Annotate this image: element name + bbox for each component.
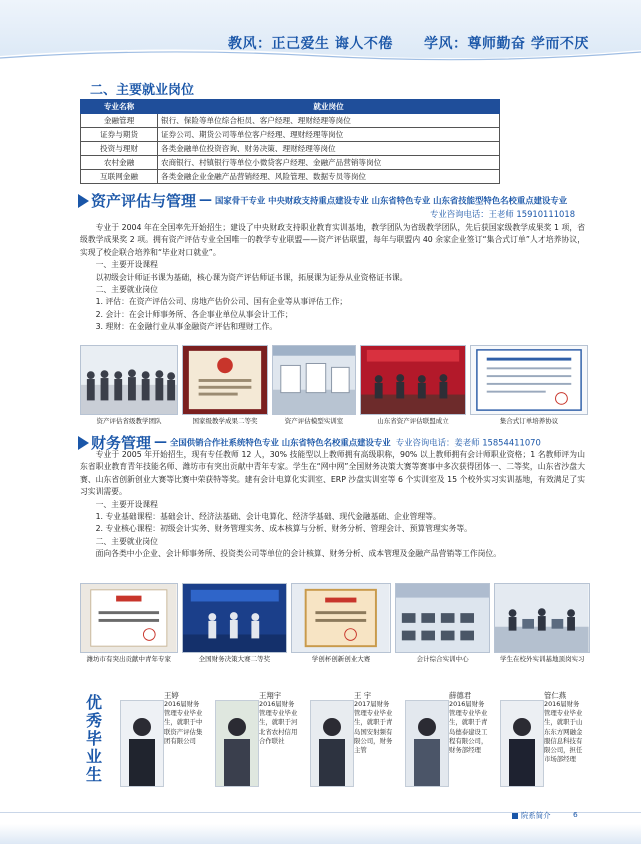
graduate-name: 王 宇 <box>354 691 372 700</box>
finance-photo-strip <box>80 583 590 665</box>
agreement-photo <box>470 345 588 415</box>
photo-card <box>80 583 178 665</box>
footer-band <box>0 824 641 844</box>
heading-char: 秀 <box>85 711 102 730</box>
major-cell: 金融管理 <box>81 114 158 128</box>
photo-caption: 资产评估省级教学团队 <box>96 417 162 425</box>
table-header-row <box>81 100 500 114</box>
graduate-photo <box>500 700 544 787</box>
graduate-name: 王婷 <box>164 691 179 700</box>
photo-card <box>470 345 588 427</box>
alliance-photo <box>360 345 466 415</box>
finance-course-item: 1. 专业基础课程：基础会计、经济法基础、会计电算化、经济学基础、现代金融基础、企业管理等。 <box>95 512 441 522</box>
photo-card <box>182 345 268 427</box>
table-header-major: 专业名称 <box>81 100 158 114</box>
heading-char: 毕 <box>85 729 102 748</box>
asset-description <box>80 222 585 334</box>
finance-jobs: 面向各类中小企业、会计师事务所、投资类公司等单位的会计核算、财务分析、成本管理及金融产品营销等工作岗位。 <box>95 549 502 559</box>
certificate-photo <box>182 345 268 415</box>
footer-label <box>512 810 551 821</box>
finance-intro: 专业于 2005 年开始招生，现有专任教师 12 人，30% 技能型以上教师拥有高级职称，90% 以上教师拥有会计师职业资格；1 名教师评为山东省职业教育青年技能名师、潍坊市有突出贡献中青年专家。学生在“网中网”全国财务决策大赛等赛事中多次获得团体一、二等奖，山东省沙盘大赛、山东省创新创业大赛等比赛中荣获特等奖。建有会计电算化实训室、ERP 沙盘实训室等 6 个实训室及 15 个校外实习实训基地，有效满足了实习实训需要。 <box>80 450 585 497</box>
graduate-desc: 2016届财务管理专业毕业生，就职于青岛德泰建设工程有限公司，财务部经理 <box>449 700 488 755</box>
photo-card <box>182 583 288 665</box>
finance-jobs-title: 二、主要就业岗位 <box>95 536 158 546</box>
heading-char: 生 <box>85 765 102 784</box>
asset-photo-strip <box>80 345 590 427</box>
photo-caption: 资产评估模型实训室 <box>284 417 344 425</box>
photo-card <box>80 345 178 427</box>
graduate-desc: 2016届财务管理专业毕业生，就职于中联资产评估集团有限公司 <box>164 700 203 745</box>
jobs-cell: 各类金融单位投资咨询、财务决策、理财经理等岗位 <box>158 142 500 156</box>
photo-card <box>291 583 391 665</box>
graduate-card <box>120 690 208 790</box>
employment-table <box>80 99 500 184</box>
asset-courses-title: 一、主要开设课程 <box>95 260 158 270</box>
square-icon <box>512 813 518 819</box>
table-row <box>81 128 500 142</box>
graduate-desc: 2016届财务管理专业毕业生，就职于山东东方网融金服信息科技有限公司，担任市场部经理 <box>544 700 583 764</box>
graduate-desc: 2017届财务管理专业毕业生，就职于青岛国安射频有限公司，财务主管 <box>354 700 393 755</box>
jobs-cell: 农商银行、村镇银行等单位小微贷客户经理、金融产品营销等岗位 <box>158 156 500 170</box>
graduate-card <box>405 690 493 790</box>
training-center-photo <box>395 583 491 653</box>
photo-card <box>272 345 356 427</box>
asset-major-name: 资产评估与管理 <box>91 192 197 210</box>
major-cell: 投资与理财 <box>81 142 158 156</box>
finance-courses-title: 一、主要开设课程 <box>95 499 158 509</box>
table-row <box>81 156 500 170</box>
graduate-name: 王翔宇 <box>259 691 282 700</box>
major-cell: 证券与期货 <box>81 128 158 142</box>
photo-caption: 全国财务决策大赛二等奖 <box>198 655 271 663</box>
graduates-heading <box>80 694 108 786</box>
graduate-name: 薛德君 <box>449 691 472 700</box>
table-row <box>81 142 500 156</box>
asset-job-item: 2. 会计：在会计师事务所、各企事业单位从事会计工作； <box>95 309 293 319</box>
photo-caption: 会计综合实训中心 <box>416 655 469 663</box>
asset-contact: 专业咨询电话：王老师 15910111018 <box>430 209 576 219</box>
finance-major-name: 财务管理 <box>91 434 152 452</box>
finance-description <box>80 449 585 561</box>
photo-card <box>360 345 466 427</box>
table-row <box>81 114 500 128</box>
dash-separator: — <box>199 193 213 208</box>
photo-caption: 山东省资产评估联盟成立 <box>377 417 449 425</box>
major-cell: 农村金融 <box>81 156 158 170</box>
finance-course-item: 2. 专业核心课程：初级会计实务、财务管理实务、成本核算与分析、财务分析、管理会计、预算管理实务等。 <box>95 524 472 534</box>
training-room-photo <box>272 345 356 415</box>
graduate-photo <box>215 700 259 787</box>
photo-caption: 集合式订单培养协议 <box>499 417 559 425</box>
jobs-cell: 证券公司、期货公司等单位客户经理、理财经理等岗位 <box>158 128 500 142</box>
innovation-award-photo <box>291 583 391 653</box>
finance-major-tags: 全国供销合作社系统特色专业 山东省特色名校重点建设专业 <box>170 437 391 448</box>
asset-courses: 以初级会计师证书课为基础，核心课为资产评估师证书课，拓展课为证券从业资格证书课。 <box>95 272 408 282</box>
footer-text: 院系简介 <box>521 811 551 820</box>
triangle-icon <box>78 194 89 208</box>
expert-certificate-photo <box>80 583 178 653</box>
graduate-photo <box>310 700 354 787</box>
photo-caption: 国家级教学成果二等奖 <box>192 417 258 425</box>
photo-card <box>494 583 590 665</box>
graduate-desc: 2016届财务管理专业毕业生，就职于河北省农村信用合作联社 <box>259 700 298 745</box>
jobs-cell: 银行、保险等单位综合柜员、客户经理、理财经理等岗位 <box>158 114 500 128</box>
section-title: 二、主要就业岗位 <box>90 83 195 98</box>
photo-caption: 学生在校外实训基地顶岗实习 <box>499 655 585 663</box>
graduate-photo <box>120 700 164 787</box>
photo-caption: 潍坊市有突出贡献中青年专家 <box>86 655 172 663</box>
contest-photo <box>182 583 288 653</box>
asset-major-tags: 国家骨干专业 中央财政支持重点建设专业 山东省特色专业 山东省技能型特色名校重点建设专业 <box>215 195 568 206</box>
triangle-icon <box>78 436 89 450</box>
finance-contact: 专业咨询电话：姜老师 15854411070 <box>395 437 541 448</box>
graduate-name: 管仁燕 <box>544 691 567 700</box>
table-row <box>81 170 500 184</box>
graduate-photo <box>405 700 449 787</box>
asset-jobs-title: 二、主要就业岗位 <box>95 285 158 295</box>
graduate-card <box>310 690 398 790</box>
heading-char: 优 <box>85 693 102 712</box>
asset-job-item: 1. 评估：在资产评估公司、房地产估价公司、国有企业等从事评估工作； <box>95 297 348 307</box>
study-motto: 学风：尊师勤奋 学而不厌 <box>424 36 589 52</box>
dash-separator: — <box>154 435 168 450</box>
photo-card <box>395 583 491 665</box>
photo-caption: 学创杯创新创业大赛 <box>311 655 371 663</box>
team-photo <box>80 345 178 415</box>
graduate-card <box>215 690 303 790</box>
heading-char: 业 <box>85 747 102 766</box>
page-number: 6 <box>573 810 578 819</box>
teaching-motto: 教风：正己爱生 诲人不倦 <box>228 36 393 52</box>
table-header-jobs: 就业岗位 <box>158 100 500 114</box>
graduate-card <box>500 690 588 790</box>
internship-photo <box>494 583 590 653</box>
major-cell: 互联网金融 <box>81 170 158 184</box>
jobs-cell: 各类金融企业金融产品营销经理、风险管理、数据专员等岗位 <box>158 170 500 184</box>
asset-job-item: 3. 理财：在金融行业从事金融资产评估和理财工作。 <box>95 322 278 332</box>
asset-intro: 专业于 2004 年在全国率先开始招生；建设了中央财政支持职业教育实训基地，教学团队为省级教学团队，先后获国家级教学成果奖 1 项，省级教学成果奖 2 项。拥有资产评估专业全国唯一的教学专业联盟——资产评估联盟，每年与联盟内 40 余家企业签订“集合式订单”人才培养协议，实现了校企联合培养和“毕业对口就业”。 <box>80 223 585 257</box>
